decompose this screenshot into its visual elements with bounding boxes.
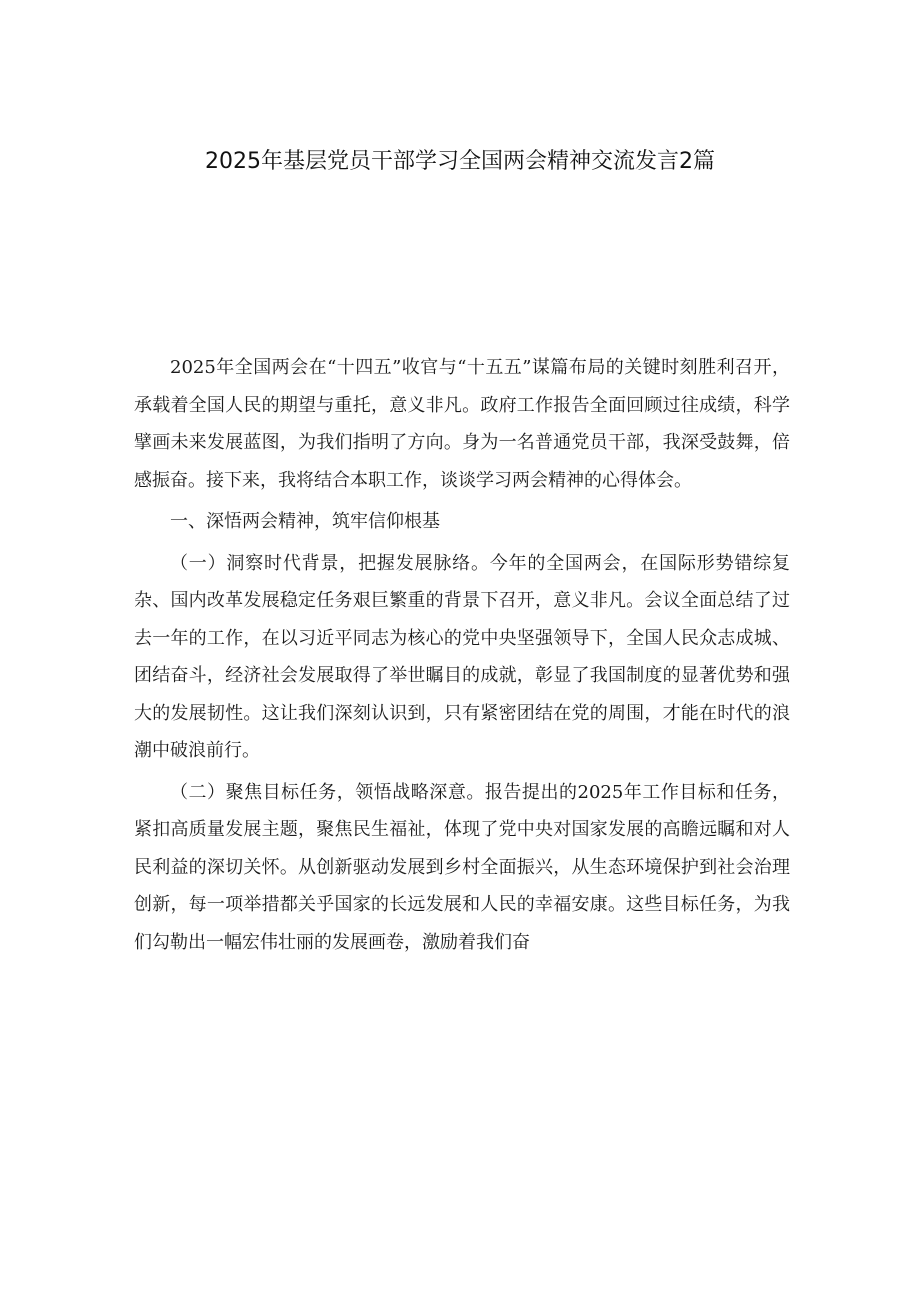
intro-paragraph: 2025年全国两会在“十四五”收官与“十五五”谋篇布局的关键时刻胜利召开，承载着全国人民的期望与重托，意义非凡。政府工作报告全面回顾过往成绩，科学擘画未来发展蓝图，为我们指明了方向。身为一名普通党员干部，我深受鼓舞，倍感振奋。接下来，我将结合本职工作，谈谈学习两会精神的心得体会。 [134, 357, 790, 491]
subsection-paragraph-1: （一）洞察时代背景，把握发展脉络。今年的全国两会，在国际形势错综复杂、国内改革发展稳定任务艰巨繁重的背景下召开，意义非凡。会议全面总结了过去一年的工作，在以习近平同志为核心的党中央坚强领导下，全国人民众志成城、团结奋斗，经济社会发展取得了举世瞩目的成就，彰显了我国制度的显著优势和强大的发展韧性。这让我们深刻认识到，只有紧密团结在党的周围，才能在时代的浪潮中破浪前行。 [134, 552, 790, 761]
document-title: 2025年基层党员干部学习全国两会精神交流发言2篇 [205, 149, 715, 174]
subsection-paragraph-2: （二）聚焦目标任务，领悟战略深意。报告提出的2025年工作目标和任务，紧扣高质量发展主题，聚焦民生福祉，体现了党中央对国家发展的高瞻远瞩和对人民利益的深切关怀。从创新驱动发展到乡村全面振兴，从生态环境保护到社会治理创新，每一项举措都关乎国家的长远发展和人民的幸福安康。这些目标任务，为我们勾勒出一幅宏伟壮丽的发展画卷，激励着我们奋 [134, 781, 790, 953]
document-body [134, 349, 790, 965]
section-heading-1: 一、深悟两会精神，筑牢信仰根基 [170, 511, 440, 532]
